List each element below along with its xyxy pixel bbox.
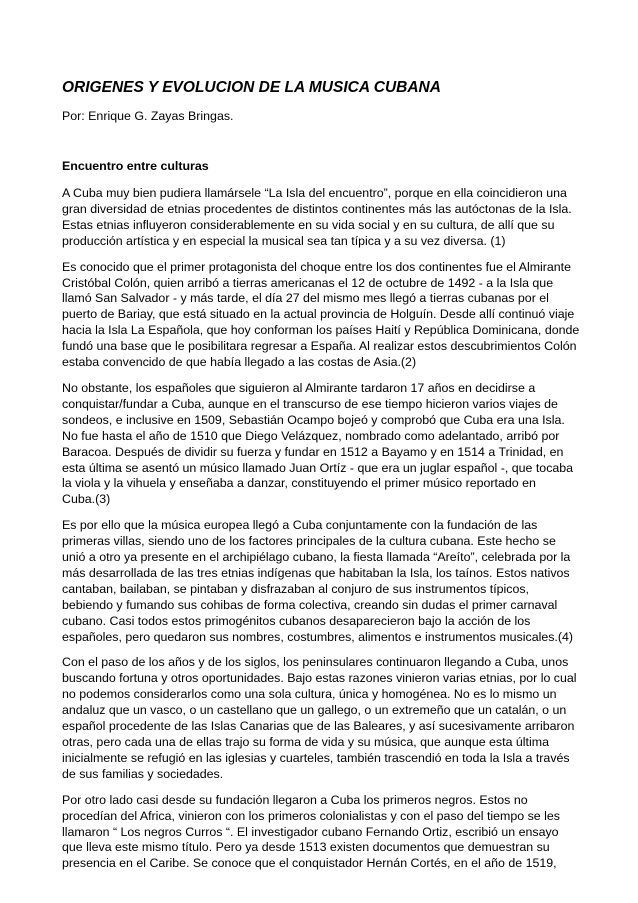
text-line: procedían del Africa, vinieron con los primeros colonialistas y con el paso del tiempo se les [62, 808, 560, 823]
text-line: más desarrollada de las tres etnias indígenas que habitaban la Isla, los taínos. Estos nativos [62, 565, 570, 580]
text-line: producción artística y en especial la musical sea tan típica y a su vez diversa. (1) [62, 233, 506, 248]
text-line: primeras villas, siendo uno de los factores principales de la cultura cubana. Este hecho se [62, 534, 556, 549]
text-line: gran diversidad de etnias procedentes de distintos continentes más las autóctonas de la Isla. [62, 201, 572, 216]
text-line: la viola y la vihuela y enseñaba a danzar, constituyendo el primer músico reportado en [62, 476, 536, 491]
text-line: Es conocido que el primer protagonista del choque entre los dos continentes fue el Almirante [62, 259, 572, 274]
paragraph-2 [62, 260, 582, 371]
text-line: No fue hasta el año de 1510 que Diego Velázquez, nombrado como adelantado, arribó por [62, 428, 560, 443]
text-line: No obstante, los españoles que siguieron al Almirante tardaron 17 años en decidirse a [62, 380, 536, 395]
paragraph-5 [62, 655, 582, 782]
text-line: inicialmente se refugió en las iglesias y cuarteles, también trascendió en toda la Isla a través [62, 750, 570, 765]
document-page [62, 78, 582, 872]
text-line: otras, pero cada una de ellas trajo su forma de vida y su música, que aunque esta última [62, 735, 549, 749]
text-line: buscando fortuna y otros oportunidades. Bajo estas razones vinieron varias etnias, por lo cual [62, 671, 577, 686]
text-line: Estas etnias influyeron considerablemente en su vida social y en su cultura, de allí que su [62, 217, 555, 232]
text-line: esta última se asentó un músico llamado Juan Ortíz - que era un juglar español -, que tocaba [62, 460, 574, 475]
text-line: Por otro lado casi desde su fundación llegaron a Cuba los primeros negros. Estos no [62, 792, 528, 807]
text-line: de sus familias y sociedades. [62, 766, 224, 781]
paragraph-1 [62, 186, 582, 250]
text-line: andaluz que un vasco, o un castellano que un gallego, o un extremeño que un catalán, o un [62, 703, 567, 718]
text-line: bebiendo y fumando sus cohibas de forma colectiva, creando sin dudas el primer carnaval [62, 597, 558, 612]
text-line: Cristóbal Colón, quien arribó a tierras americanas el 12 de octubre de 1492 - a la Isla que [62, 275, 554, 290]
text-line: unió a otro ya presente en el archipiélago cubano, la fiesta llamada “Areíto”, celebrada por la [62, 550, 571, 565]
author-line: Por: Enrique G. Zayas Bringas. [62, 109, 234, 123]
text-line: sondeos, e inclusive en 1509, Sebastián Ocampo bojeó y comprobó que Cuba era una Isla. [62, 412, 565, 427]
text-line: fundó una base que le posibilitara regresar a España. Al realizar estos descubrimientos Colón [62, 339, 577, 354]
text-line: español procedente de las Islas Canarias que de las Baleares, y así sucesivamente arribaron [62, 719, 575, 734]
document-title: ORIGENES Y EVOLUCION DE LA MUSICA CUBANA [62, 79, 441, 96]
text-line: llamaron “ Los negros Curros “. El investigador cubano Fernando Ortiz, escribió un ensayo [62, 824, 559, 839]
text-line: españoles, pero quedaron sus nombres, costumbres, alimentos e instrumentos musicales.(4) [62, 629, 574, 644]
paragraph-3 [62, 381, 582, 508]
text-line: Cuba.(3) [62, 492, 111, 507]
paragraph-4 [62, 518, 582, 645]
text-line: A Cuba muy bien pudiera llamársele “La Isla del encuentro”, porque en ella coincidieron una [62, 186, 567, 200]
text-line: estaba convencido de que había llegado a las costas de Asia.(2) [62, 355, 417, 370]
text-line: conquistar/fundar a Cuba, aunque en el transcurso de ese tiempo hicieron varios viajes de [62, 396, 558, 411]
text-line: cubano. Casi todos estos primogénitos cubanos desaparecieron bajo la acción de los [62, 613, 531, 628]
section-heading: Encuentro entre culturas [62, 159, 209, 173]
text-line: presencia en el Caribe. Se conoce que el conquistador Hernán Cortés, en el año de 1519, [62, 856, 557, 871]
text-line: Baracoa. Después de dividir su fuerza y fundar en 1512 a Bayamo y en 1514 a Trinidad, en [62, 444, 564, 459]
text-line: que lleva este mismo título. Pero ya desde 1513 existen documentos que demuestran su [62, 840, 550, 855]
paragraph-6 [62, 793, 582, 873]
text-line: Con el paso de los años y de los siglos, los peninsulares continuaron llegando a Cuba, unos [62, 655, 569, 670]
text-line: hacia la Isla La Española, que hoy conforman los países Haití y República Dominicana, donde [62, 323, 580, 338]
text-line: cantaban, bailaban, se pintaban y disfrazaban al conjuro de sus instrumentos típicos, [62, 581, 530, 596]
text-line: puerto de Bariay, que está situado en la actual provincia de Holguín. Desde allí continuó viaje [62, 307, 575, 322]
text-line: Es por ello que la música europea llegó a Cuba conjuntamente con la fundación de las [62, 518, 538, 533]
text-line: llamó San Salvador - y más tarde, el día 27 del mismo mes llegó a tierras cubanas por el [62, 291, 549, 306]
text-line: no podemos considerarlos como una sola cultura, única y homogénea. No es lo mismo un [62, 687, 557, 702]
